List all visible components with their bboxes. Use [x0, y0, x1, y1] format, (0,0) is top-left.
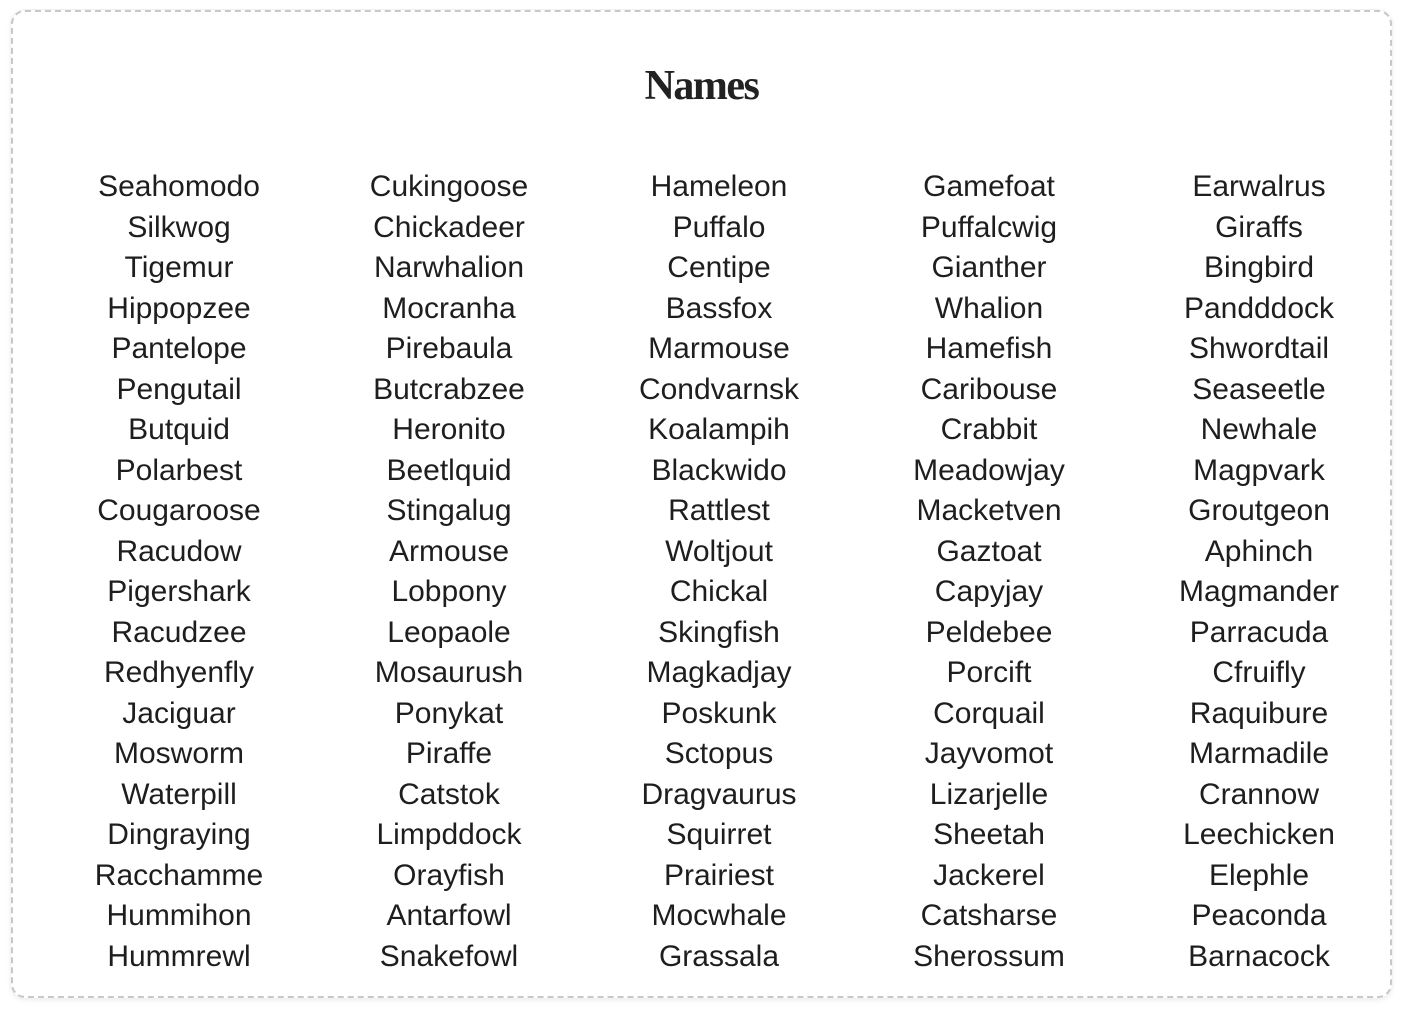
name-item: Seahomodo	[98, 170, 260, 203]
name-item: Magpvark	[1193, 453, 1325, 487]
name-item: Mosaurush	[374, 656, 524, 689]
name-item: Earwalrus	[1192, 170, 1326, 203]
name-item: Jackerel	[933, 858, 1045, 892]
name-item: Magmander	[1178, 575, 1340, 608]
name-item: Hippopzee	[107, 291, 251, 325]
name-item: Marmadile	[1188, 737, 1330, 770]
name-item: Koalampih	[648, 413, 790, 446]
name-item: Barnacock	[1188, 939, 1330, 973]
name-item: Giraffs	[1215, 210, 1303, 244]
name-item: Peaconda	[1191, 899, 1327, 932]
name-item: Beetlquid	[386, 453, 512, 487]
name-item: Marmouse	[648, 332, 790, 365]
name-item: Puffalcwig	[920, 210, 1058, 244]
name-item: Pengutail	[116, 372, 242, 406]
name-item: Aphinch	[1204, 534, 1314, 568]
name-item: Mocwhale	[651, 899, 787, 932]
name-item: Heronito	[392, 413, 506, 446]
name-item: Redhyenfly	[103, 656, 255, 689]
name-item: Mosworm	[113, 737, 244, 770]
name-item: Lizarjelle	[929, 777, 1049, 811]
name-item: Gaztoat	[936, 534, 1042, 568]
name-item: Capyjay	[934, 575, 1044, 608]
name-item: Whalion	[934, 291, 1044, 325]
name-item: Pantelope	[111, 332, 247, 365]
name-item: Hummihon	[106, 899, 252, 932]
name-item: Dragvaurus	[641, 777, 797, 811]
name-item: Caribouse	[920, 372, 1058, 406]
name-item: Cougaroose	[97, 494, 261, 527]
name-item: Cukingoose	[369, 170, 529, 203]
name-item: Chickal	[669, 575, 769, 608]
name-item: Piraffe	[405, 737, 493, 770]
name-item: Orayfish	[393, 858, 505, 892]
name-item: Grassala	[658, 939, 780, 973]
name-item: Cfruifly	[1212, 656, 1306, 689]
name-item: Bingbird	[1203, 251, 1315, 284]
name-item: Catsharse	[920, 899, 1058, 932]
name-item: Parracuda	[1189, 615, 1329, 649]
name-item: Polarbest	[115, 453, 243, 487]
name-item: Silkwog	[127, 210, 231, 244]
name-item: Waterpill	[121, 777, 237, 811]
name-item: Leechicken	[1183, 818, 1335, 851]
name-item: Tigemur	[124, 251, 234, 284]
name-item: Groutgeon	[1188, 494, 1330, 527]
name-item: Hamefish	[925, 332, 1053, 365]
name-item: Bassfox	[665, 291, 773, 325]
name-item: Sctopus	[664, 737, 774, 770]
name-item: Butcrabzee	[373, 372, 525, 406]
name-item: Limpddock	[376, 818, 522, 851]
name-item: Macketven	[916, 494, 1062, 527]
name-item: Meadowjay	[913, 453, 1065, 487]
name-item: Dingraying	[107, 818, 251, 851]
name-item: Ponykat	[394, 696, 504, 730]
name-item: Skingfish	[658, 615, 780, 649]
name-item: Armouse	[388, 534, 510, 568]
name-item: Sheetah	[933, 818, 1045, 851]
name-item: Newhale	[1200, 413, 1318, 446]
name-item: Hameleon	[650, 170, 788, 203]
name-item: Magkadjay	[646, 656, 792, 689]
name-item: Porcift	[946, 656, 1032, 689]
names-column	[44, 167, 314, 977]
name-item: Rattlest	[668, 494, 770, 527]
name-item: Crabbit	[940, 413, 1038, 446]
name-item: Poskunk	[661, 696, 777, 730]
name-item: Lobpony	[391, 575, 507, 608]
name-item: Pirebaula	[385, 332, 513, 365]
name-item: Racudzee	[111, 615, 247, 649]
name-item: Prairiest	[663, 858, 775, 892]
name-item: Elephle	[1208, 858, 1310, 892]
name-item: Peldebee	[925, 615, 1053, 649]
name-item: Puffalo	[672, 210, 766, 244]
names-card	[11, 10, 1392, 998]
name-item: Condvarnsk	[638, 372, 800, 406]
name-item: Centipe	[667, 251, 771, 284]
names-column	[584, 167, 854, 977]
name-item: Butquid	[128, 413, 230, 446]
name-item: Stingalug	[386, 494, 512, 527]
names-column	[854, 167, 1124, 977]
name-item: Antarfowl	[386, 899, 512, 932]
name-item: Seaseetle	[1192, 372, 1326, 406]
name-item: Gamefoat	[923, 170, 1055, 203]
name-item: Racudow	[116, 534, 242, 568]
name-item: Catstok	[398, 777, 500, 811]
name-item: Hummrewl	[107, 939, 251, 973]
name-item: Racchamme	[94, 858, 264, 892]
name-item: Mocranha	[382, 291, 516, 325]
name-item: Crannow	[1198, 777, 1320, 811]
name-item: Pandddock	[1183, 291, 1335, 325]
names-column	[314, 167, 584, 977]
names-grid	[44, 167, 1394, 977]
name-item: Pigershark	[107, 575, 251, 608]
name-item: Blackwido	[651, 453, 787, 487]
name-item: Woltjout	[665, 534, 773, 568]
name-item: Shwordtail	[1188, 332, 1330, 365]
page-title: Names	[644, 63, 759, 109]
name-item: Jayvomot	[924, 737, 1054, 770]
name-item: Chickadeer	[373, 210, 525, 244]
name-item: Sherossum	[913, 939, 1065, 973]
name-item: Corquail	[933, 696, 1045, 730]
name-item: Leopaole	[387, 615, 511, 649]
name-item: Narwhalion	[373, 251, 525, 284]
name-item: Snakefowl	[379, 939, 519, 973]
name-item: Squirret	[666, 818, 772, 851]
name-item: Raquibure	[1189, 696, 1329, 730]
name-item: Jaciguar	[122, 696, 236, 730]
name-item: Gianther	[931, 251, 1047, 284]
names-column	[1124, 167, 1394, 977]
